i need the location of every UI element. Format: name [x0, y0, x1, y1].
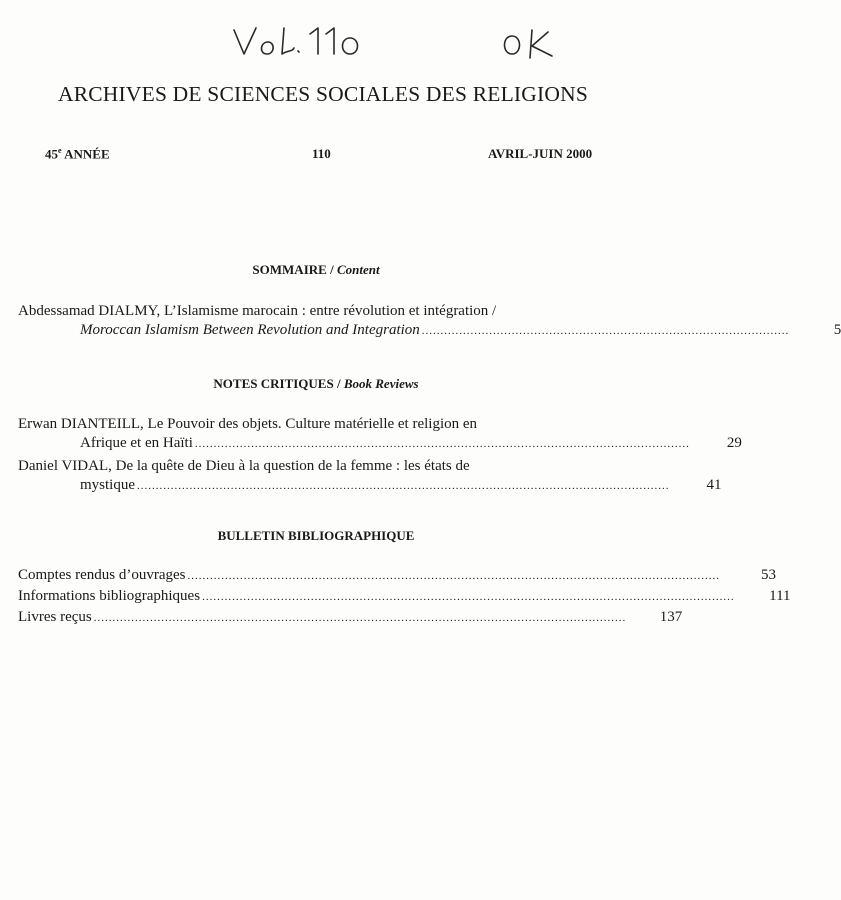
- notes-heading-sep: /: [333, 376, 344, 391]
- toc-entry-line-1: [18, 415, 616, 434]
- handwritten-note-volume: [232, 20, 362, 65]
- toc-entry-line-2: [18, 321, 841, 340]
- toc-entry-page: 5: [833, 322, 841, 338]
- sommaire-heading: [0, 262, 632, 278]
- issue-year: [45, 146, 110, 162]
- bulletin-heading: BULLETIN BIBLIOGRAPHIQUE: [217, 528, 415, 543]
- sommaire-heading-sep: /: [326, 262, 337, 277]
- toc-entry-title-cont: Afrique et en Haïti: [80, 435, 193, 451]
- notes-heading-en: Book Reviews: [343, 376, 419, 391]
- toc-entry-english-title: Moroccan Islamism Between Revolution and Integration: [80, 322, 420, 338]
- toc-entry-vidal[interactable]: [18, 457, 722, 495]
- handwritten-volume-drawing: [232, 20, 362, 60]
- sommaire-heading-en: Content: [336, 262, 380, 277]
- issue-year-suffix: e: [58, 146, 62, 155]
- leader-dots: ..................................................................................................: [421, 325, 790, 337]
- sommaire-heading-fr: SOMMAIRE: [252, 262, 327, 277]
- toc-entry-dianteill[interactable]: [18, 415, 742, 453]
- handwritten-note-ok: [498, 26, 558, 65]
- toc-entry-line-2: [18, 476, 722, 495]
- leader-dots: ..............................................................................................................................................: [187, 570, 720, 582]
- toc-entry-title-cont: mystique: [80, 477, 135, 493]
- toc-entry-line-1: [18, 302, 616, 321]
- bulletin-item-page: 137: [659, 609, 683, 625]
- issue-number: 110: [312, 146, 331, 161]
- leader-dots: ..............................................................................................................................................: [93, 612, 627, 624]
- leader-dots: ....................................................................................................................................: [194, 438, 690, 450]
- toc-entry-author-title: Erwan DIANTEILL, Le Pouvoir des objets. Culture matérielle et religion en: [18, 416, 478, 432]
- bulletin-item-label: Livres reçus: [18, 609, 92, 625]
- toc-entry-dialmy[interactable]: [18, 302, 841, 340]
- bulletin-list: [18, 567, 791, 630]
- toc-entry-line-1: [18, 457, 616, 476]
- bulletin-item-label: Comptes rendus d’ouvrages: [18, 567, 186, 583]
- notes-heading-fr: NOTES CRITIQUES: [213, 376, 334, 391]
- toc-entry-author-title: Daniel VIDAL, De la quête de Dieu à la question de la femme : les états de: [18, 458, 470, 474]
- journal-title: ARCHIVES DE SCIENCES SOCIALES DES RELIGIONS: [57, 82, 588, 106]
- bulletin-item-livres-recus[interactable]: [18, 609, 683, 630]
- toc-entry-line-2: [18, 434, 742, 453]
- toc-entry-page: 29: [726, 435, 742, 451]
- issue-year-number: 45: [45, 146, 58, 162]
- bulletin-item-comptes-rendus[interactable]: [18, 567, 776, 588]
- toc-entry-page: 41: [706, 477, 722, 493]
- issue-year-word: ANNÉE: [64, 146, 110, 162]
- issue-date: AVRIL-JUIN 2000: [488, 146, 593, 161]
- notes-heading: [0, 376, 632, 392]
- handwritten-ok-drawing: [498, 26, 558, 60]
- toc-entry-author-title: Abdessamad DIALMY, L’Islamisme marocain : entre révolution et intégration /: [18, 303, 497, 319]
- leader-dots: ..............................................................................................................................................: [137, 480, 670, 492]
- bulletin-item-page: 111: [769, 588, 791, 604]
- bulletin-item-page: 53: [760, 567, 776, 583]
- bulletin-item-informations[interactable]: [18, 588, 791, 609]
- leader-dots: ..............................................................................................................................................: [202, 591, 735, 603]
- bulletin-item-label: Informations bibliographiques: [18, 588, 201, 604]
